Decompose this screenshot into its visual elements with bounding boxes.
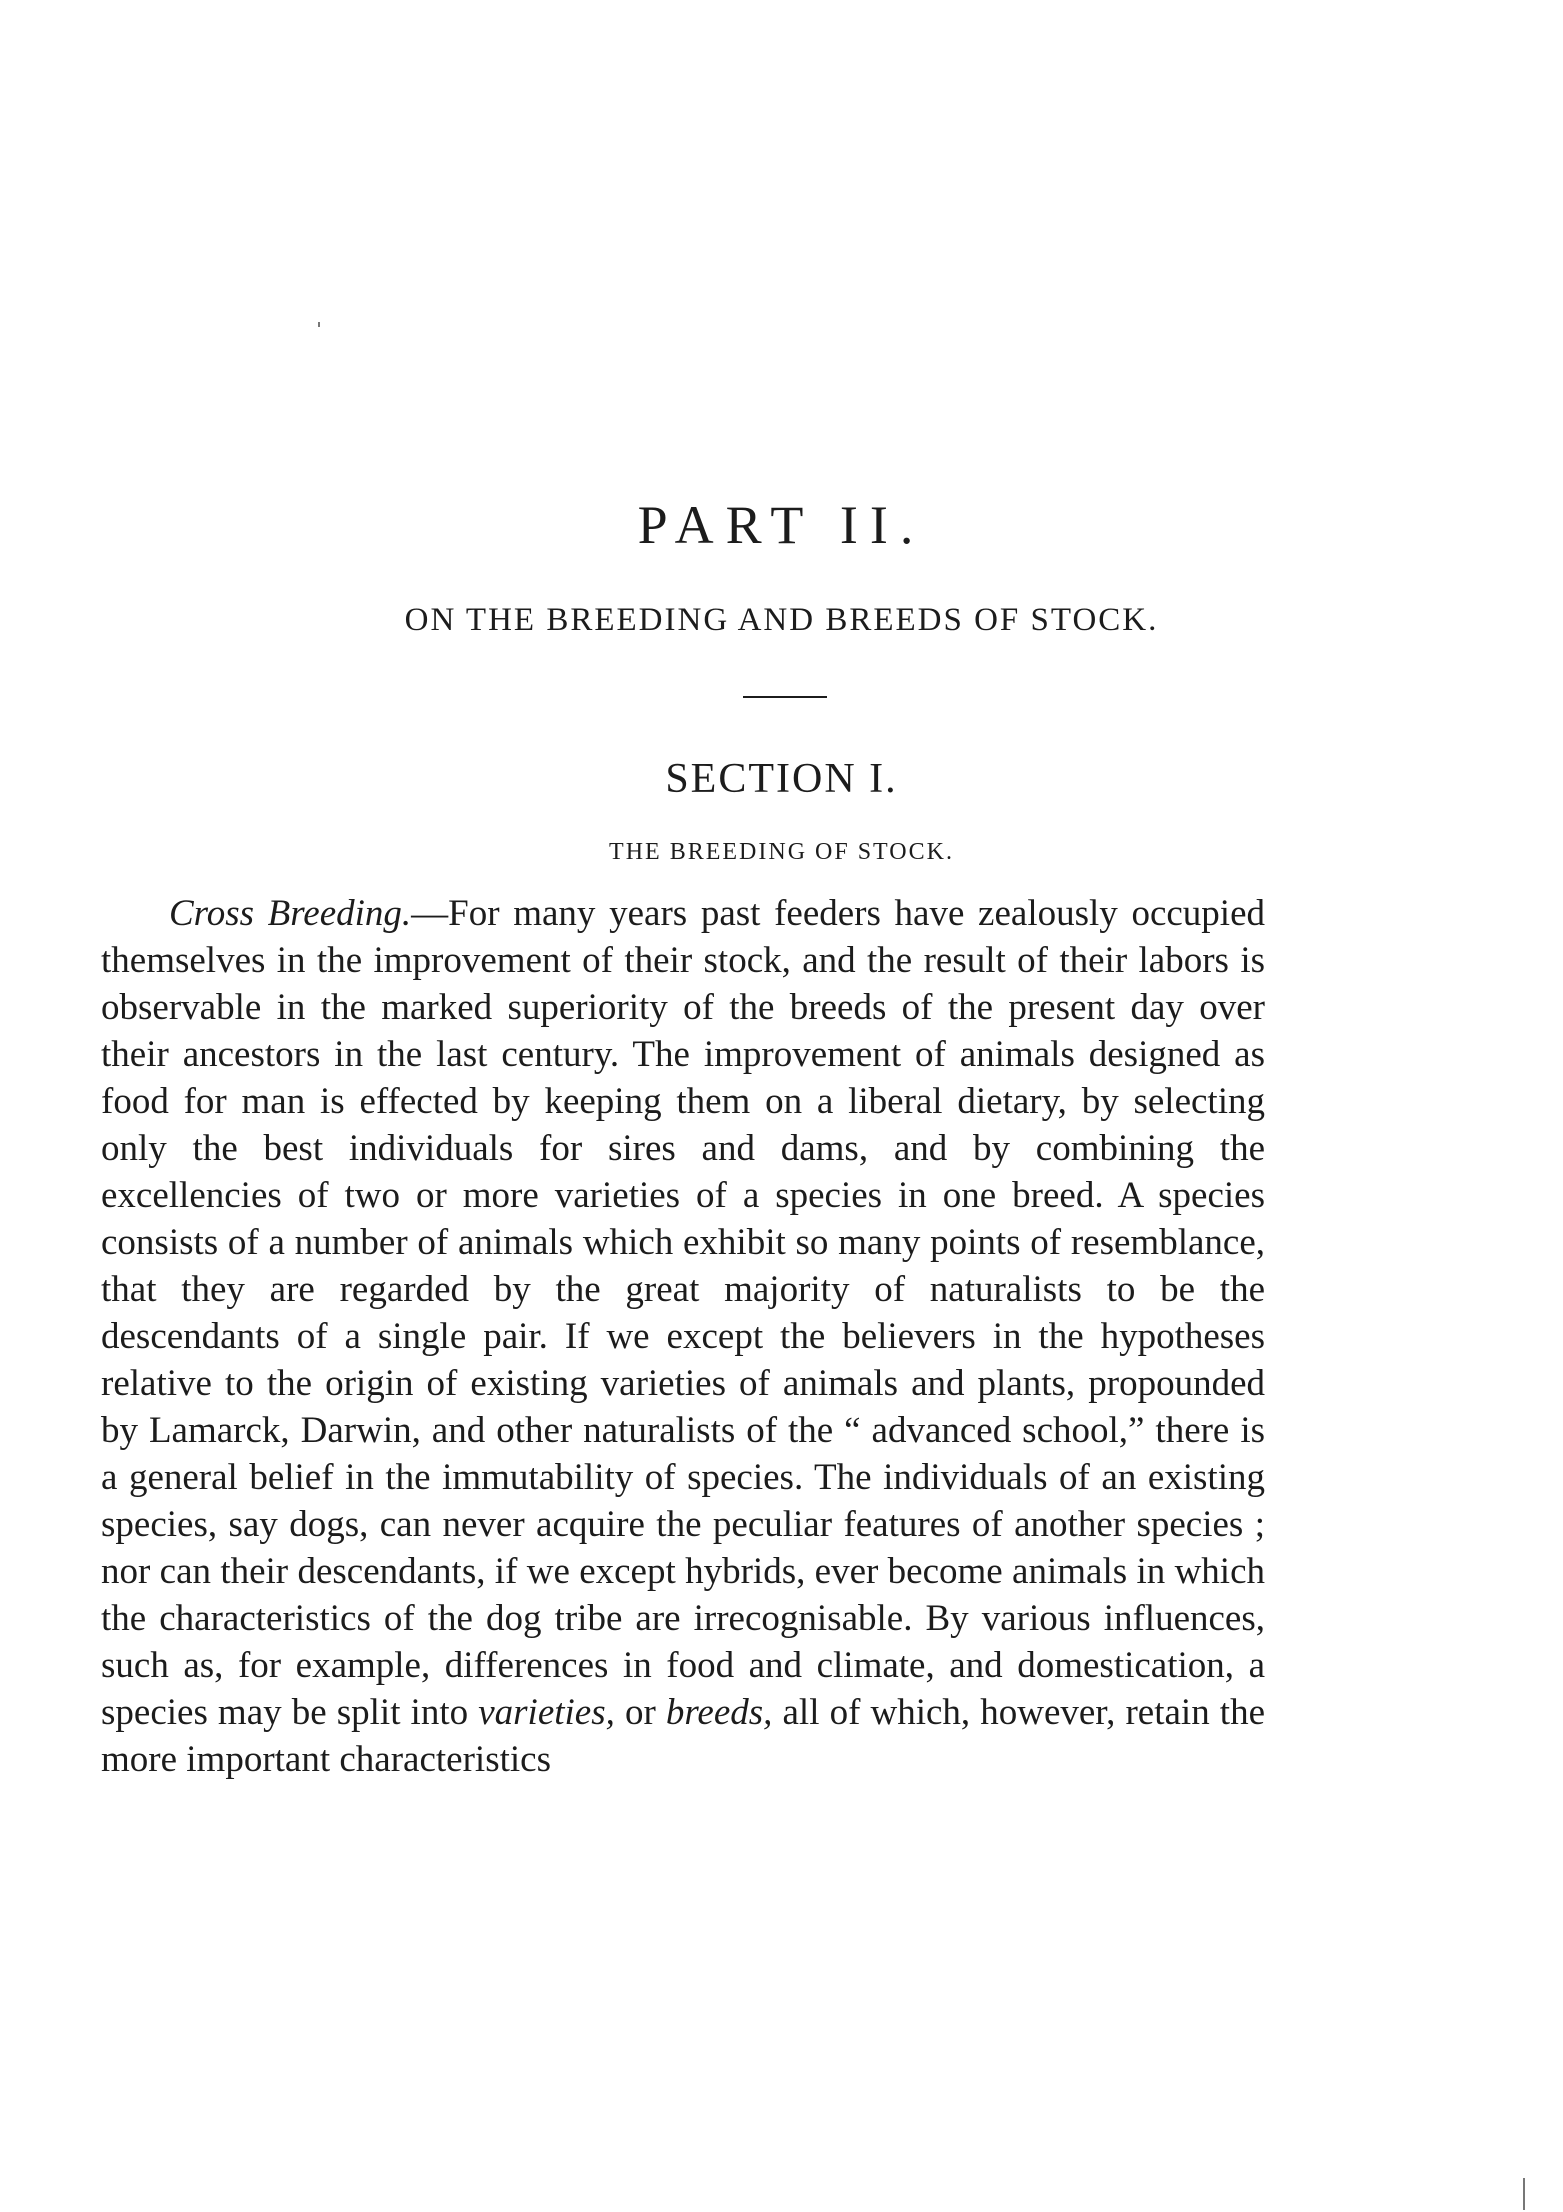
section-subtitle: THE BREEDING OF STOCK. bbox=[609, 839, 954, 865]
part-title: PART II. bbox=[637, 495, 926, 555]
paragraph-text-or: or bbox=[614, 1692, 666, 1733]
paragraph-text-end: all of which, however, retain the more important characteristics bbox=[101, 1692, 1265, 1780]
part-subtitle: ON THE BREEDING AND BREEDS OF STOCK. bbox=[404, 602, 1159, 638]
paragraph-lead-heading: Cross Breeding. bbox=[169, 893, 412, 934]
scan-edge-mark bbox=[1523, 2178, 1525, 2210]
body-paragraph bbox=[101, 890, 1265, 1783]
paragraph-text: —For many years past feeders have zealously occupied themselves in the improvement of their stock, and the result of their labors is observable in the marked superiority of the breeds of the present day over their ancestors in the last century. The improvement of animals designed as food for man is effected by keeping them on a liberal dietary, by selecting only the best individuals for sires and dams, and by combining the excellencies of two or more varieties of a species in one breed. A species consists of a number of animals which exhibit so many points of resemblance, that they are regarded by the great majority of naturalists to be the descendants of a single pair. If we except the believers in the hypotheses relative to the origin of existing varieties of animals and plants, propounded by Lamarck, Darwin, and other naturalists of the “ advanced school,” there is a general belief in the immutability of species. The individuals of an existing species, say dogs, can never acquire the peculiar features of another species ; nor can their descendants, if we except hybrids, ever become animals in which the characteristics of the dog tribe are irrecognisable. By various influences, such as, for example, differences in food and climate, and domestication, a species may be split into bbox=[101, 893, 1265, 1733]
divider-rule bbox=[743, 696, 827, 698]
italic-term-varieties: varieties, bbox=[478, 1692, 615, 1733]
section-title: SECTION I. bbox=[665, 756, 898, 802]
print-speck bbox=[318, 322, 320, 327]
italic-term-breeds: breeds, bbox=[665, 1692, 773, 1733]
